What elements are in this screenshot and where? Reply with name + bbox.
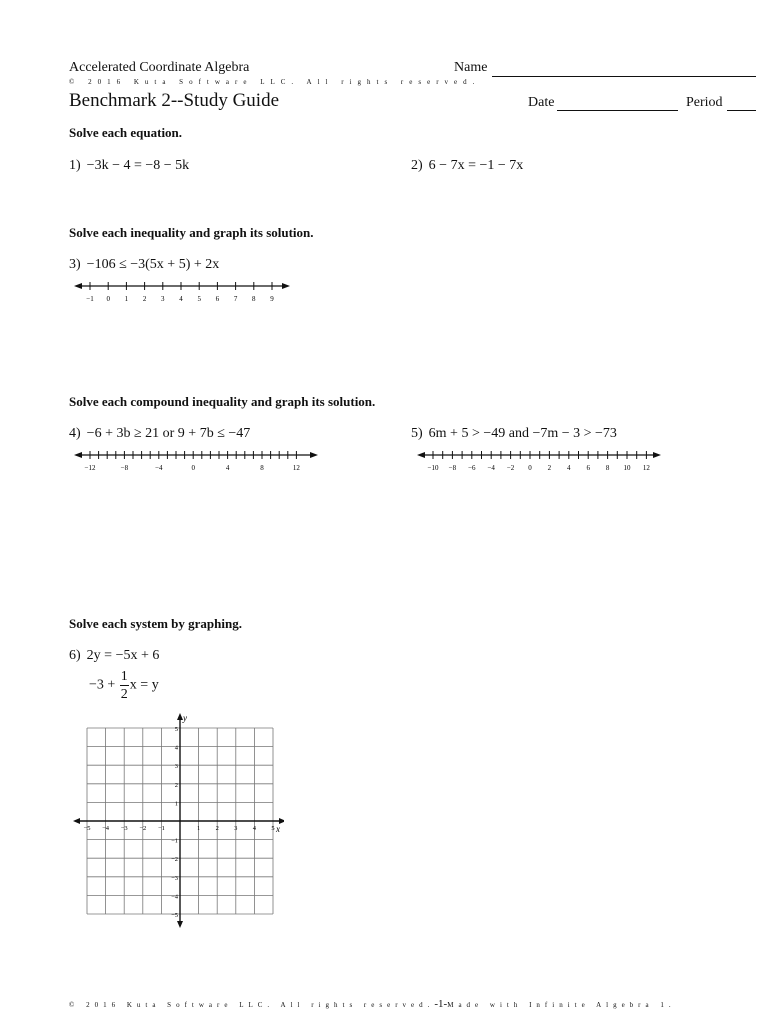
tick-label: 12 bbox=[292, 464, 300, 472]
name-line bbox=[492, 76, 756, 77]
problem-2 bbox=[411, 158, 523, 174]
left-arrow-icon bbox=[74, 452, 82, 458]
tick-label: 0 bbox=[191, 464, 195, 472]
right-arrow-icon bbox=[282, 283, 290, 289]
x-tick-label: −2 bbox=[139, 825, 147, 832]
y-tick-label: −3 bbox=[171, 874, 178, 882]
equation-part: x = y bbox=[129, 677, 159, 693]
y-tick-label: 2 bbox=[174, 781, 178, 789]
course-name: Accelerated Coordinate Algebra bbox=[69, 60, 250, 75]
tick-label: 12 bbox=[642, 464, 650, 472]
date-label: Date bbox=[528, 95, 555, 110]
problem-6 bbox=[69, 648, 159, 664]
tick-label: 8 bbox=[605, 464, 610, 472]
tick-label: 8 bbox=[260, 464, 264, 472]
page-number: -1- bbox=[434, 998, 448, 1010]
problem-number: 4) bbox=[69, 426, 81, 441]
problem-text: −106 ≤ −3(5x + 5) + 2x bbox=[86, 257, 220, 272]
y-tick-label: −1 bbox=[171, 837, 178, 845]
problem-6-equation-2 bbox=[89, 668, 159, 703]
number-line-3 bbox=[72, 278, 294, 304]
x-tick-label: 2 bbox=[215, 825, 219, 832]
left-arrow-icon bbox=[417, 452, 425, 458]
number-line-4 bbox=[72, 447, 322, 473]
x-tick-label: −1 bbox=[157, 825, 165, 832]
tick-label: −2 bbox=[506, 464, 515, 472]
section-heading-equations: Solve each equation. bbox=[69, 125, 183, 140]
tick-label: 10 bbox=[623, 464, 631, 472]
problem-number: 2) bbox=[411, 158, 423, 173]
problem-1 bbox=[69, 158, 189, 174]
x-tick-label: 4 bbox=[252, 825, 257, 832]
problem-text: −6 + 3b ≥ 21 or 9 + 7b ≤ −47 bbox=[86, 426, 251, 441]
problem-text: −3k − 4 = −8 − 5k bbox=[86, 158, 190, 173]
y-tick-label: −4 bbox=[171, 893, 178, 901]
y-tick-label: 1 bbox=[174, 800, 178, 808]
tick-label: 3 bbox=[161, 295, 165, 303]
right-arrow-icon bbox=[310, 452, 318, 458]
x-axis-left-arrow-icon bbox=[73, 818, 80, 824]
tick-label: 7 bbox=[233, 295, 238, 303]
tick-label: 0 bbox=[106, 295, 110, 303]
tick-label: 2 bbox=[547, 464, 552, 472]
y-tick-label: 4 bbox=[174, 744, 178, 752]
tick-label: 4 bbox=[567, 464, 571, 472]
y-axis-label: y bbox=[183, 713, 187, 723]
y-tick-label: −5 bbox=[171, 912, 178, 919]
y-tick-label: 3 bbox=[174, 763, 178, 771]
footer-made-with: Made with Infinite Algebra 1. bbox=[447, 1001, 676, 1009]
y-tick-label: −2 bbox=[171, 856, 178, 864]
copyright-top: © 2016 Kuta Software LLC. All rights reserved. bbox=[69, 78, 481, 86]
problem-number: 6) bbox=[69, 648, 81, 663]
problem-text: 6 − 7x = −1 − 7x bbox=[428, 158, 524, 173]
x-tick-label: −3 bbox=[120, 825, 128, 832]
x-tick-label: 5 bbox=[271, 825, 275, 832]
tick-label: 4 bbox=[179, 295, 183, 303]
coordinate-grid bbox=[72, 712, 284, 930]
x-tick-label: −5 bbox=[83, 825, 91, 832]
problem-number: 3) bbox=[69, 257, 81, 272]
fraction-numerator: 1 bbox=[120, 669, 128, 684]
tick-label: −4 bbox=[487, 464, 495, 472]
fraction bbox=[120, 668, 129, 703]
tick-label: −10 bbox=[427, 464, 439, 472]
tick-label: 0 bbox=[528, 464, 532, 472]
tick-label: 2 bbox=[142, 295, 147, 303]
date-line bbox=[557, 110, 678, 111]
tick-label: 6 bbox=[215, 295, 220, 303]
x-tick-label: 1 bbox=[196, 825, 201, 832]
equation-part: −3 + bbox=[89, 677, 116, 693]
problem-5 bbox=[411, 426, 617, 442]
tick-label: −6 bbox=[468, 464, 476, 472]
fraction-denominator: 2 bbox=[120, 687, 128, 702]
number-line-5 bbox=[415, 447, 665, 473]
problem-3 bbox=[69, 257, 219, 273]
problem-number: 5) bbox=[411, 426, 423, 441]
tick-label: −8 bbox=[120, 464, 129, 472]
problem-4 bbox=[69, 426, 250, 442]
footer-copyright: © 2016 Kuta Software LLC. All rights reserved. bbox=[69, 1001, 435, 1009]
section-heading-systems: Solve each system by graphing. bbox=[69, 616, 242, 631]
problem-text: 6m + 5 > −49 and −7m − 3 > −73 bbox=[428, 426, 617, 441]
x-axis-label: x bbox=[276, 824, 280, 834]
problem-equation-1: 2y = −5x + 6 bbox=[86, 648, 160, 663]
section-heading-compound: Solve each compound inequality and graph its solution. bbox=[69, 394, 376, 409]
tick-label: 1 bbox=[124, 295, 129, 303]
right-arrow-icon bbox=[653, 452, 661, 458]
tick-label: 4 bbox=[225, 464, 230, 472]
problem-number: 1) bbox=[69, 158, 81, 173]
tick-label: −4 bbox=[155, 464, 163, 472]
tick-label: −12 bbox=[84, 464, 96, 472]
period-label: Period bbox=[686, 95, 723, 110]
tick-label: −1 bbox=[86, 295, 94, 303]
section-heading-inequality: Solve each inequality and graph its solution. bbox=[69, 225, 314, 240]
x-tick-label: −4 bbox=[102, 825, 110, 832]
tick-label: 9 bbox=[270, 295, 274, 303]
y-tick-label: 5 bbox=[174, 726, 178, 733]
tick-label: 6 bbox=[586, 464, 590, 472]
left-arrow-icon bbox=[74, 283, 82, 289]
worksheet-title: Benchmark 2--Study Guide bbox=[69, 90, 280, 111]
y-axis-down-arrow-icon bbox=[177, 921, 183, 928]
tick-label: 8 bbox=[252, 295, 256, 303]
footer bbox=[69, 998, 676, 1010]
period-line bbox=[727, 110, 756, 111]
tick-label: 5 bbox=[197, 295, 201, 303]
tick-label: −8 bbox=[448, 464, 457, 472]
x-tick-label: 3 bbox=[234, 825, 238, 832]
name-label: Name bbox=[454, 60, 488, 75]
